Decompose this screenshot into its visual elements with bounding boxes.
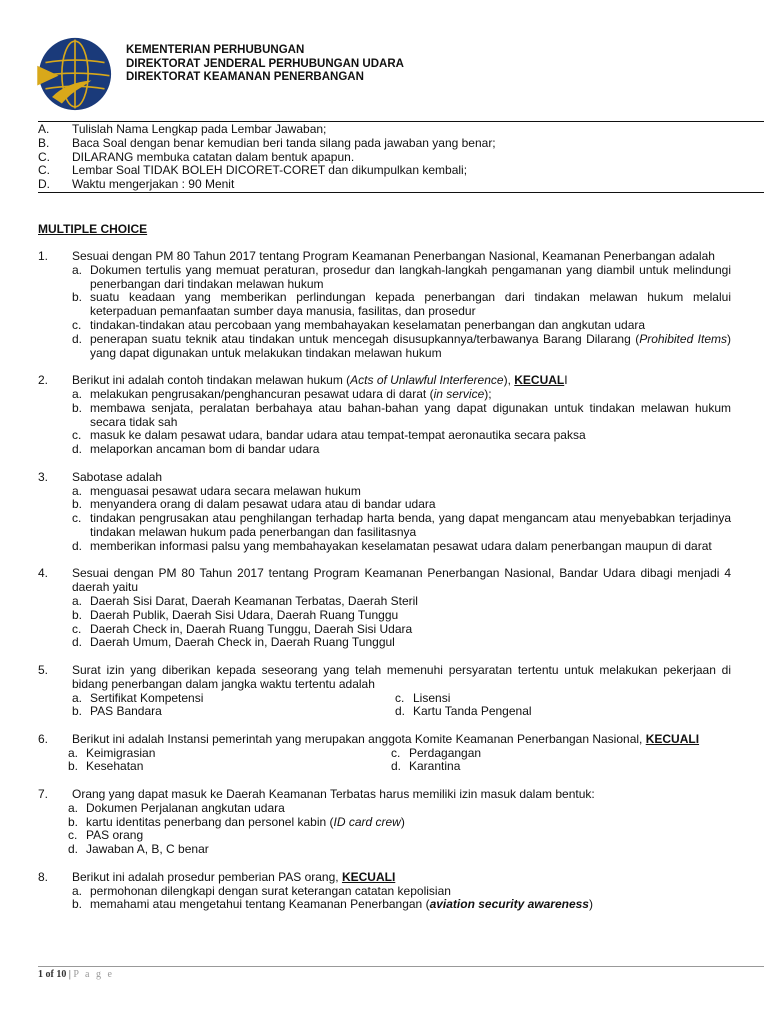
question-number: 8. — [38, 869, 49, 884]
question-number: 5. — [38, 662, 49, 677]
question-text-italic: Acts of Unlawful Interference — [350, 373, 504, 388]
option-letter: d. — [72, 442, 83, 457]
question-7 — [38, 788, 731, 857]
option-text-part: penerapan suatu teknik atau tindakan untuk mencegah disusupkannya/terbawanya Barang Dilarang ( — [90, 331, 640, 346]
option-b[interactable] — [38, 291, 731, 319]
question-text — [72, 733, 731, 747]
option-text — [86, 816, 731, 830]
option-text: masuk ke dalam pesawat udara, bandar udara atau tempat-tempat aeronautika secara paksa — [90, 428, 586, 443]
instruction-letter: D. — [38, 177, 50, 192]
option-b[interactable] — [38, 498, 731, 512]
instruction-item — [38, 164, 764, 178]
option-text: PAS orang — [86, 828, 144, 843]
option-letter: c. — [72, 428, 82, 443]
option-letter: b. — [72, 400, 83, 415]
option-b[interactable] — [38, 705, 361, 719]
option-text: permohonan dilengkapi dengan surat keterangan catatan kepolisian — [90, 883, 451, 898]
option-letter: b. — [72, 497, 83, 512]
instruction-letter: B. — [38, 135, 50, 150]
questions-list — [38, 250, 731, 926]
question-number: 1. — [38, 249, 49, 263]
question-text: Sesuai dengan PM 80 Tahun 2017 tentang Program Keamanan Penerbangan Nasional, Keamanan Penerbangan adalah — [72, 249, 715, 263]
question-2 — [38, 374, 731, 457]
option-letter: c. — [68, 828, 78, 843]
option-text: Sertifikat Kompetensi — [90, 690, 204, 705]
page-footer — [38, 969, 114, 980]
header-ministry: KEMENTERIAN PERHUBUNGAN — [126, 44, 305, 56]
option-text: Keimigrasian — [86, 745, 156, 760]
option-text-part: memahami atau mengetahui tentang Keamanan Penerbangan ( — [90, 897, 430, 912]
option-text-part: ); — [484, 386, 492, 401]
option-a[interactable] — [38, 264, 731, 292]
option-letter: b. — [68, 814, 79, 829]
keyword-kecuali: KECUALI — [341, 869, 396, 884]
option-letter: a. — [72, 386, 83, 401]
option-letter: c. — [391, 745, 401, 760]
option-a[interactable] — [38, 692, 361, 706]
option-d[interactable] — [38, 443, 731, 457]
question-6 — [38, 733, 731, 774]
question-number: 3. — [38, 469, 49, 484]
option-a[interactable] — [38, 802, 731, 816]
option-b[interactable] — [38, 760, 357, 774]
option-d[interactable] — [361, 705, 532, 719]
question-number: 6. — [38, 731, 49, 746]
question-text: Sesuai dengan PM 80 Tahun 2017 tentang Program Keamanan Penerbangan Nasional, Bandar Udara dibagi menjadi 4 daerah yaitu — [72, 566, 731, 595]
question-text-part: Berikut ini adalah prosedur pemberian PAS orang, — [72, 869, 339, 884]
option-letter: a. — [72, 883, 83, 898]
option-text-part: ) — [588, 897, 593, 912]
option-letter: b. — [72, 897, 83, 912]
option-text: Daerah Umum, Daerah Check in, Daerah Ruang Tunggul — [90, 635, 395, 650]
header-directorate-general: DIREKTORAT JENDERAL PERHUBUNGAN UDARA — [126, 57, 404, 70]
question-3 — [38, 471, 731, 554]
page-word: P a g e — [73, 969, 114, 980]
option-d[interactable] — [38, 333, 731, 361]
options-row — [38, 747, 731, 761]
instruction-letter: C. — [38, 149, 50, 164]
instruction-text: Waktu mengerjakan : 90 Menit — [72, 177, 235, 192]
option-c[interactable] — [38, 319, 731, 333]
option-text-italic: aviation security awareness — [429, 897, 589, 912]
question-8 — [38, 871, 731, 912]
question-text-part: Berikut ini adalah Instansi pemerintah yang merupakan anggota Komite Keamanan Penerbangan Nasional, — [72, 731, 643, 746]
option-c[interactable] — [357, 747, 481, 761]
option-letter: a. — [72, 483, 83, 498]
page-separator: | — [66, 969, 74, 980]
option-letter: a. — [72, 593, 83, 608]
option-text: Daerah Publik, Daerah Sisi Udara, Daerah Ruang Tunggu — [90, 607, 399, 622]
instruction-text: DILARANG membuka catatan dalam bentuk apapun. — [72, 149, 355, 164]
option-text-italic: Prohibited Items — [639, 331, 727, 346]
option-text: Dokumen Perjalanan angkutan udara — [86, 800, 285, 815]
option-letter: c. — [72, 317, 82, 332]
option-letter: c. — [72, 621, 82, 636]
option-letter: a. — [72, 690, 83, 705]
option-a[interactable] — [38, 595, 731, 609]
option-d[interactable] — [38, 636, 731, 650]
option-text: Perdagangan — [409, 745, 482, 760]
keyword-kecuali: KECUAL — [514, 373, 565, 388]
option-b[interactable] — [38, 609, 731, 623]
option-text: Kesehatan — [86, 759, 144, 774]
option-d[interactable] — [38, 540, 731, 554]
ministry-logo-icon — [34, 33, 116, 115]
question-number: 4. — [38, 566, 49, 581]
question-text — [72, 374, 731, 388]
option-a[interactable] — [38, 388, 731, 402]
option-c[interactable] — [38, 512, 731, 540]
option-letter: b. — [72, 704, 83, 719]
option-text — [90, 333, 731, 361]
option-d[interactable] — [357, 760, 460, 774]
instruction-item — [38, 123, 764, 137]
option-text: Lisensi — [413, 690, 451, 705]
option-text: Daerah Sisi Darat, Daerah Keamanan Terbatas, Daerah Steril — [90, 593, 418, 608]
header — [126, 44, 404, 85]
question-5 — [38, 664, 731, 719]
option-a[interactable] — [38, 485, 731, 499]
header-directorate: DIREKTORAT KEAMANAN PENERBANGAN — [126, 71, 364, 83]
option-c[interactable] — [38, 623, 731, 637]
question-number: 7. — [38, 787, 49, 802]
option-text: PAS Bandara — [90, 704, 162, 719]
option-text: Jawaban A, B, C benar — [86, 842, 209, 857]
option-letter: d. — [68, 842, 79, 857]
option-letter: d. — [72, 635, 83, 650]
option-text: membawa senjata, peralatan berbahaya atau bahan-bahan yang dapat digunakan untuk tindakan melawan hukum secara tidak sah — [90, 400, 731, 429]
instruction-text: Lembar Soal TIDAK BOLEH DICORET-CORET dan dikumpulkan kembali; — [72, 163, 468, 178]
option-b[interactable] — [38, 898, 731, 912]
question-text: Surat izin yang diberikan kepada seseorang yang telah memenuhi persyaratan tertentu untuk melakukan pekerjaan di bidang penerbangan dalam jangka waktu tertentu adalah — [72, 662, 731, 691]
option-letter: c. — [395, 690, 405, 705]
option-text: memberikan informasi palsu yang membahayakan keselamatan pesawat udara dalam penerbangan maupun di darat — [90, 538, 712, 553]
option-letter: a. — [72, 262, 83, 277]
option-text: suatu keadaan yang memberikan perlindungan kepada penerbangan dari tindakan melawan hukum melalui keterpaduan pemanfaatan sumber daya manusia, fasilitas, dan prosedur — [90, 290, 731, 319]
option-c[interactable] — [38, 429, 731, 443]
option-letter: d. — [395, 704, 406, 719]
option-text — [90, 388, 731, 402]
instruction-text: Tulislah Nama Lengkap pada Lembar Jawaban; — [72, 122, 327, 136]
option-letter: a. — [68, 745, 79, 760]
question-1 — [38, 250, 731, 360]
option-a[interactable] — [38, 885, 731, 899]
option-text: Daerah Check in, Daerah Ruang Tunggu, Daerah Sisi Udara — [90, 621, 413, 636]
option-text: Kartu Tanda Pengenal — [413, 704, 532, 719]
instruction-text: Baca Soal dengan benar kemudian beri tanda silang pada jawaban yang benar; — [72, 135, 496, 150]
instructions-list — [38, 123, 764, 192]
option-text: Dokumen tertulis yang memuat peraturan, prosedur dan langkah-langkah pengamanan yang diambil untuk melindungi penerbangan dari tindakan melawan hukum — [90, 262, 731, 291]
option-letter: b. — [72, 607, 83, 622]
option-letter: c. — [72, 511, 82, 526]
option-a[interactable] — [38, 747, 357, 761]
question-4 — [38, 567, 731, 650]
question-text-part: I — [564, 373, 568, 388]
option-letter: d. — [72, 331, 83, 346]
option-letter: d. — [391, 759, 402, 774]
option-c[interactable] — [38, 829, 731, 843]
instructions-bottom-rule — [38, 192, 764, 193]
option-text: menyandera orang di dalam pesawat udara atau di bandar udara — [90, 497, 436, 512]
option-letter: b. — [72, 290, 83, 305]
option-text-part: ) yang dapat digunakan untuk melakukan tindakan melawan hukum — [90, 331, 731, 360]
options-row — [38, 692, 731, 706]
instruction-item — [38, 137, 764, 151]
instruction-letter: A. — [38, 122, 50, 136]
option-text — [90, 898, 731, 912]
option-b[interactable] — [38, 816, 731, 830]
option-c[interactable] — [361, 692, 450, 706]
page-count: 1 of 10 — [38, 969, 67, 980]
option-letter: d. — [72, 538, 83, 553]
keyword-kecuali: KECUALI — [645, 731, 700, 746]
question-text: Sabotase adalah — [72, 469, 163, 484]
option-text: menguasai pesawat udara secara melawan hukum — [90, 483, 361, 498]
options-row — [38, 705, 731, 719]
question-text: Orang yang dapat masuk ke Daerah Keamanan Terbatas harus memiliki izin masuk dalam bentuk: — [72, 787, 595, 802]
option-text-italic: ID card crew — [333, 814, 401, 829]
options-row — [38, 760, 731, 774]
option-letter: b. — [68, 759, 79, 774]
option-letter: a. — [68, 800, 79, 815]
option-text-part: kartu identitas penerbang dan personel kabin ( — [86, 814, 334, 829]
option-text: tindakan pengrusakan atau penghilangan terhadap harta benda, yang dapat mengancam atau menyebabkan terjadinya tindakan melawan hukum pada penerbangan dan fasilitasnya — [90, 511, 731, 539]
instruction-item — [38, 178, 764, 192]
option-b[interactable] — [38, 402, 731, 430]
instruction-letter: C. — [38, 163, 50, 178]
question-number: 2. — [38, 373, 49, 388]
option-text-part: melakukan pengrusakan/penghancuran pesawat udara di darat ( — [90, 386, 434, 401]
question-text-part: Berikut ini adalah contoh tindakan melawan hukum ( — [72, 373, 351, 388]
option-text: Karantina — [409, 759, 461, 774]
option-text: melaporkan ancaman bom di bandar udara — [90, 442, 320, 457]
instruction-item — [38, 151, 764, 165]
footer-rule — [38, 966, 764, 967]
option-text-part: ) — [400, 814, 405, 829]
section-title: MULTIPLE CHOICE — [38, 222, 148, 236]
question-text — [72, 871, 731, 885]
option-text-italic: in service — [433, 386, 485, 401]
option-text: tindakan-tindakan atau percobaan yang membahayakan keselamatan penerbangan dan angkutan udara — [90, 317, 646, 332]
option-d[interactable] — [38, 843, 731, 857]
question-text-part: ), — [503, 373, 515, 388]
